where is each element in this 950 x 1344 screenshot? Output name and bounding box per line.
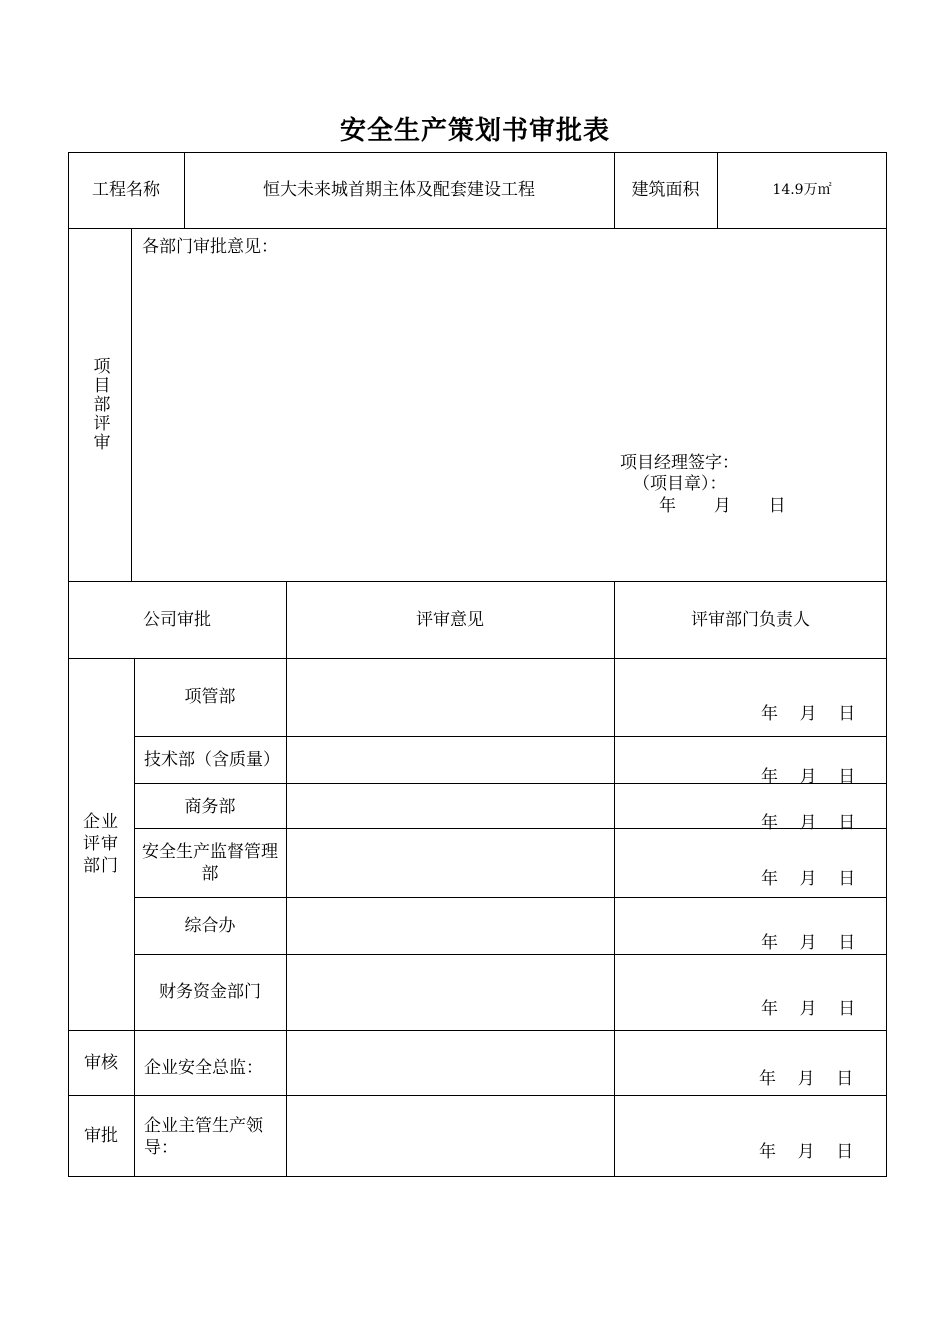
review-dept-head-header: 评审部门负责人 — [691, 609, 810, 630]
review-opinion-header: 评审意见 — [416, 609, 484, 630]
audit-date: 年 月 日 — [759, 1069, 854, 1089]
approval-label: 审批 — [84, 1126, 118, 1146]
audit-label: 审核 — [84, 1052, 118, 1073]
project-review-label: 项目部评审 — [89, 357, 110, 452]
dept-date: 年 月 日 — [761, 813, 856, 833]
project-review-date: 年 月 日 — [659, 496, 786, 516]
production-leader-label: 企业主管生产领导： — [144, 1116, 263, 1158]
dept-date: 年 月 日 — [761, 767, 856, 787]
dept-name: 商务部 — [184, 797, 236, 817]
approval-date: 年 月 日 — [759, 1142, 854, 1162]
project-name-value: 恒大未来城首期主体及配套建设工程 — [263, 180, 535, 200]
dept-date: 年 月 日 — [761, 704, 856, 724]
area-label: 建筑面积 — [631, 180, 700, 200]
safety-director-label: 企业安全总监： — [144, 1058, 263, 1078]
manager-sign-label: 项目经理签字： — [620, 453, 739, 473]
project-name-label: 工程名称 — [92, 180, 160, 200]
dept-name: 安全生产监督管理部 — [142, 841, 278, 884]
dept-name: 财务资金部门 — [159, 982, 261, 1002]
dept-name: 项管部 — [184, 687, 236, 707]
dept-date: 年 月 日 — [761, 999, 856, 1019]
dept-date: 年 月 日 — [761, 933, 856, 953]
dept-name: 综合办 — [184, 915, 236, 936]
project-seal-label: （项目章）： — [633, 474, 727, 494]
company-approval-header: 公司审批 — [143, 609, 211, 630]
opinion-label: 各部门审批意见： — [142, 237, 278, 257]
area-value: 14.9万㎡ — [772, 182, 832, 198]
dept-date: 年 月 日 — [761, 869, 856, 889]
dept-name: 技术部（含质量） — [144, 749, 280, 770]
enterprise-review-label: 企业评审部门 — [83, 812, 119, 876]
page-title: 安全生产策划书审批表 — [339, 116, 610, 146]
